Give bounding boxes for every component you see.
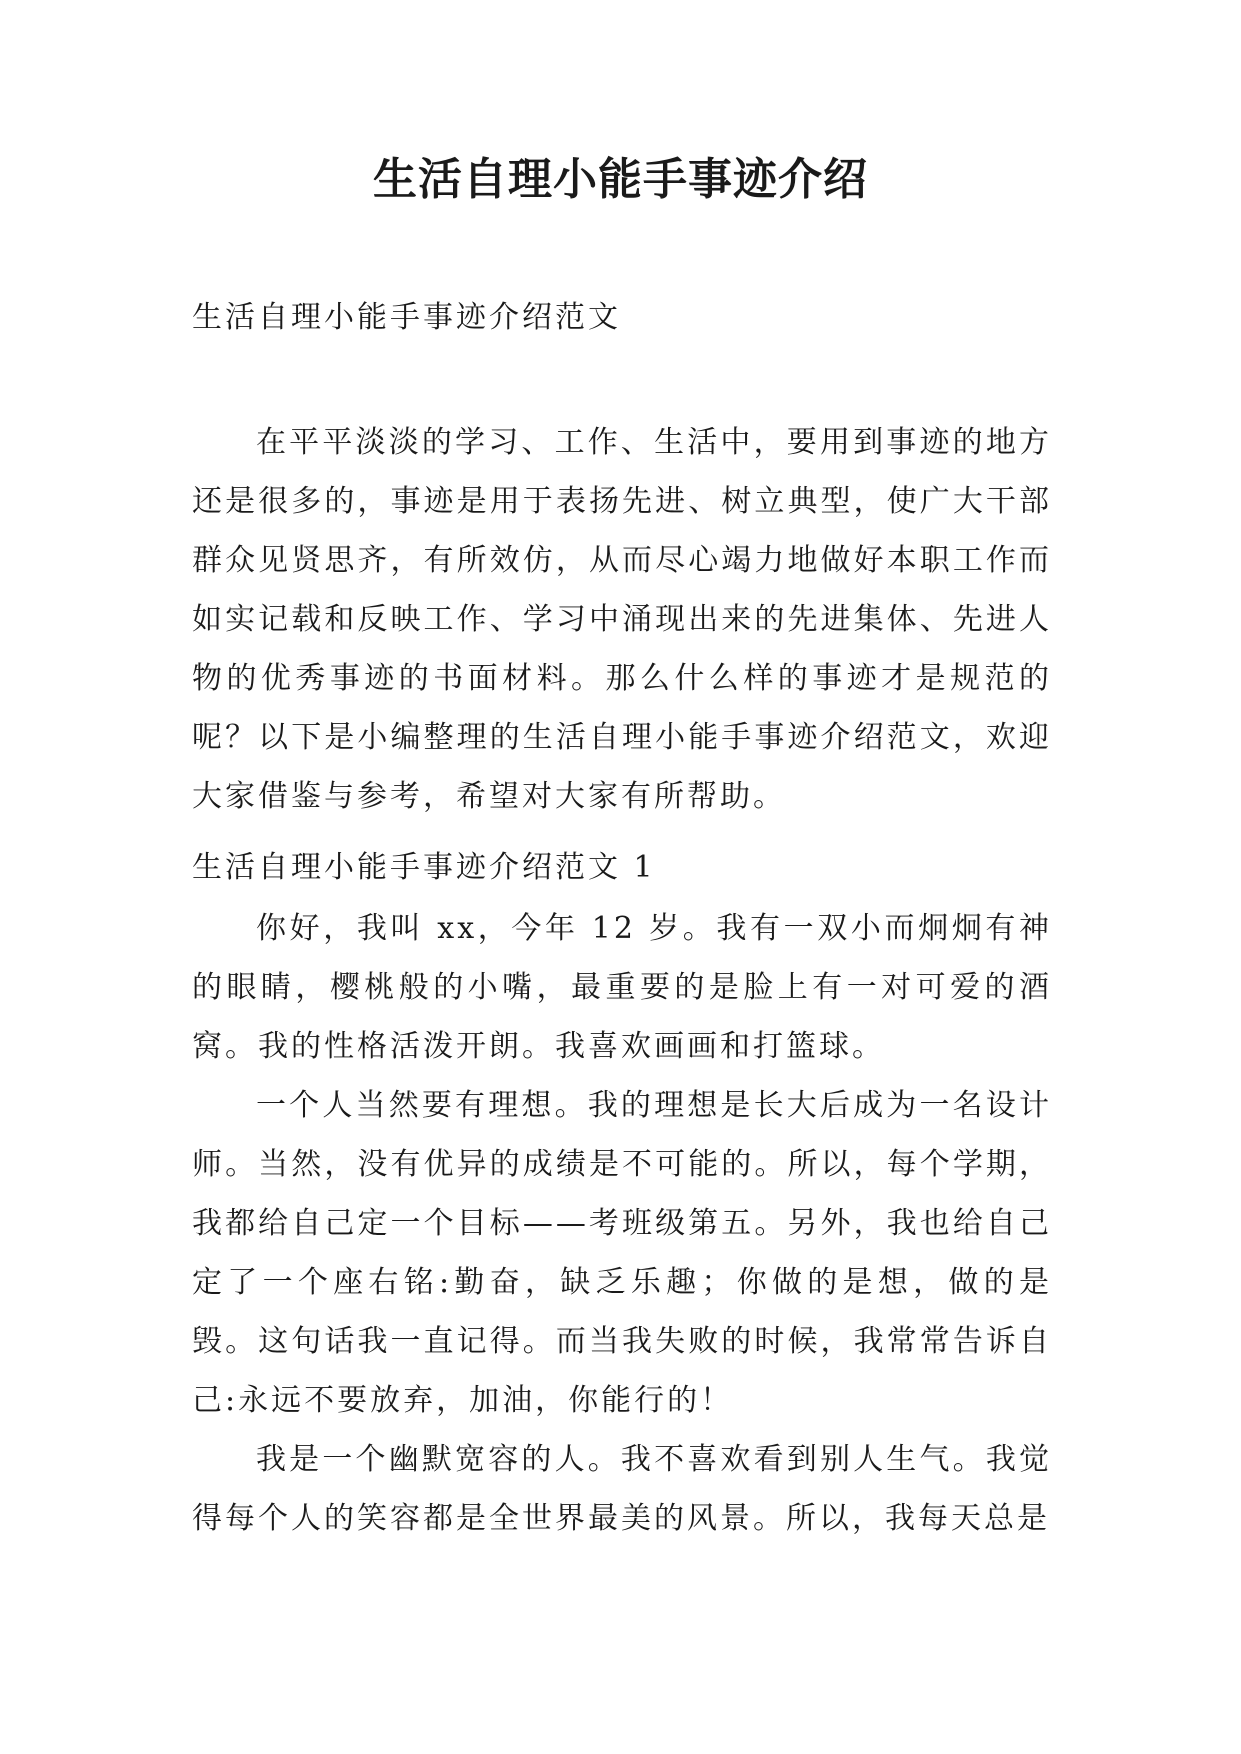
- section-paragraph: 一个人当然要有理想。我的理想是长大后成为一名设计师。当然，没有优异的成绩是不可能的。所以，每个学期，我都给自己定一个目标——考班级第五。另外，我也给自己定了一个座右铭:勤奋，缺乏乐趣；你做的是想，做的是毁。这句话我一直记得。而当我失败的时候，我常常告诉自己:永远不要放弃，加油，你能行的！: [192, 1088, 1052, 1418]
- section-1: [192, 848, 1052, 1548]
- section-heading: 生活自理小能手事迹介绍范文 1: [192, 850, 656, 885]
- intro-paragraph: 在平平淡淡的学习、工作、生活中，要用到事迹的地方还是很多的，事迹是用于表扬先进、树立典型，使广大干部群众见贤思齐，有所效仿，从而尽心竭力地做好本职工作而如实记载和反映工作、学习中涌现出来的先进集体、先进人物的优秀事迹的书面材料。那么什么样的事迹才是规范的呢？以下是小编整理的生活自理小能手事迹介绍范文，欢迎大家借鉴与参考，希望对大家有所帮助。: [192, 425, 1052, 814]
- document-subtitle: 生活自理小能手事迹介绍范文: [192, 300, 621, 335]
- document-title: 生活自理小能手事迹介绍: [373, 154, 868, 205]
- section-paragraph: 我是一个幽默宽容的人。我不喜欢看到别人生气。我觉得每个人的笑容都是全世界最美的风景。所以，我每天总是: [192, 1442, 1052, 1536]
- section-paragraph: 你好，我叫 xx，今年 12 岁。我有一双小而炯炯有神的眼睛，樱桃般的小嘴，最重要的是脸上有一对可爱的酒窝。我的性格活泼开朗。我喜欢画画和打篮球。: [192, 911, 1052, 1064]
